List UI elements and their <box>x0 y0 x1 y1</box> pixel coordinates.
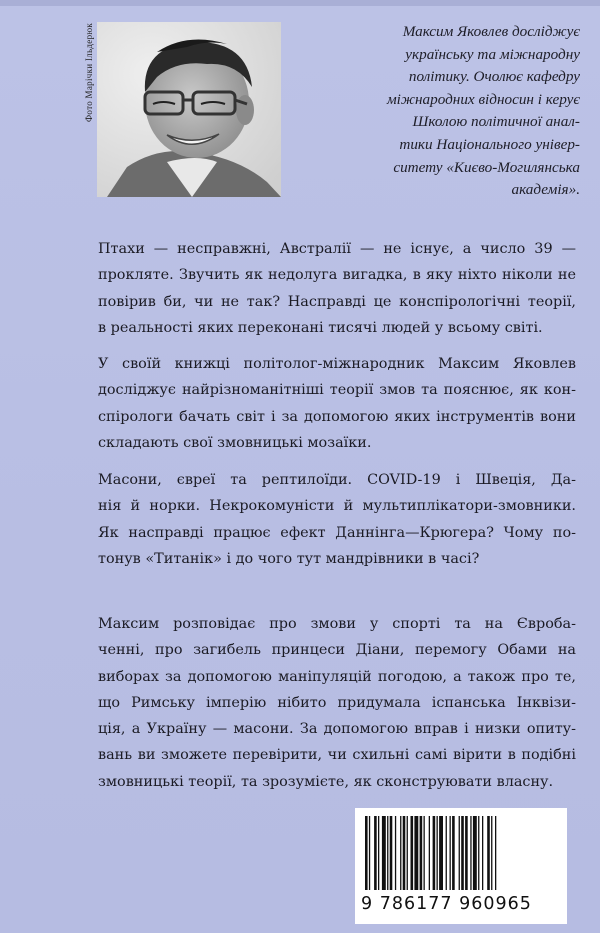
paragraph-intro <box>98 236 576 341</box>
barcode-bar <box>429 816 430 890</box>
barcode-bar <box>482 816 483 890</box>
barcode-bar <box>495 816 496 890</box>
photo-credit: Фото Марічки Ільдерюк <box>84 22 94 122</box>
barcode-bar <box>491 816 492 890</box>
paragraph-line: складають свої змовницькі мозаїки. <box>98 434 372 451</box>
barcode-bar <box>365 816 368 890</box>
isbn-number: 9 786177 960965 <box>361 894 532 914</box>
paragraph-details <box>98 611 576 795</box>
paragraph-line: Масони, євреї та рептилоїди. COVID-19 і Швеція, Да- <box>98 472 576 488</box>
barcode <box>355 808 567 924</box>
author-portrait-image <box>97 22 281 197</box>
barcode-bar <box>470 816 471 890</box>
bio-line: Школою політичної анал- <box>412 113 580 131</box>
top-edge <box>0 0 600 6</box>
barcode-bars <box>355 808 567 894</box>
bio-line: політику. Очолює кафедру <box>408 68 580 86</box>
bio-line: міжнародних відносин і керує <box>386 90 580 108</box>
barcode-bar <box>433 816 436 890</box>
paragraph-topics <box>98 467 576 572</box>
paragraph-line: Птахи — несправжні, Австралії — не існує, а число 39 — <box>98 241 576 257</box>
barcode-bar <box>403 816 406 890</box>
author-photo <box>97 22 281 197</box>
barcode-bar <box>465 816 468 890</box>
paragraph-line: спірологи бачать світ і за допомогою яких інструментів вони <box>98 408 576 425</box>
barcode-bar <box>400 816 401 890</box>
bio-line: академія». <box>511 181 580 199</box>
barcode-bar <box>437 816 438 890</box>
barcode-bar <box>439 816 443 890</box>
barcode-bar <box>461 816 464 890</box>
barcode-bar <box>414 816 418 890</box>
barcode-bar <box>390 816 393 890</box>
paragraph-line: нія й норки. Некрокомуністи й мультиплікатори-змовники. <box>98 498 576 515</box>
paragraph-line: Як насправді працює ефект Даннінга—Крюгера? Чому по- <box>98 524 576 541</box>
paragraph-line: прокляте. Звучить як недолуга вигадка, в яку ніхто ніколи не <box>98 267 576 284</box>
barcode-bar <box>473 816 477 890</box>
paragraph-line: тонув «Титанік» і до чого тут мандрівники в часі? <box>98 550 480 567</box>
paragraph-line: в реальності яких переконані тисячі людей у всьому світі. <box>98 319 543 336</box>
bio-line: Максим Яковлев досліджує <box>402 23 580 40</box>
paragraph-line: змовницькі теорії, та зрозумієте, як сконструювати власну. <box>98 773 554 790</box>
paragraph-line: Максим розповідає про змови у спорті та на Євроба- <box>98 616 576 632</box>
barcode-bar <box>411 816 414 890</box>
barcode-bar <box>407 816 408 890</box>
paragraph-line: У своїй книжці політолог-міжнародник Максим Яковлев <box>98 356 576 372</box>
paragraph-line: повірив би, чи не так? Насправді це конспірологічні теорії, <box>98 293 576 310</box>
paragraph-line: досліджує найрізноманітніші теорії змов та пояснює, як кон- <box>98 382 576 399</box>
author-bio <box>298 21 580 202</box>
barcode-bar <box>378 816 379 890</box>
paragraph-line: виборах за допомогою маніпуляцій погодою, а також про те, <box>98 668 576 685</box>
paragraph-line: ченні, про загибель принцеси Діани, перемогу Обами на <box>98 642 576 659</box>
barcode-bar <box>387 816 388 890</box>
barcode-bar <box>446 816 447 890</box>
barcode-bar <box>374 816 377 890</box>
barcode-bar <box>424 816 425 890</box>
barcode-bar <box>369 816 370 890</box>
paragraph-book <box>98 351 576 456</box>
paragraph-line: ція, а Україну — масони. За допомогою вправ і низки опиту- <box>98 721 576 738</box>
barcode-bar <box>450 816 451 890</box>
barcode-bar <box>478 816 479 890</box>
paragraph-line: що Римську імперію нібито придумала іспанська Інквізи- <box>98 694 576 711</box>
barcode-bar <box>395 816 396 890</box>
bio-line: тики Національного універ- <box>399 135 580 153</box>
bio-line: ситету «Києво-Могилянська <box>393 158 580 176</box>
barcode-bar <box>452 816 455 890</box>
barcode-bar <box>420 816 423 890</box>
barcode-bar <box>382 816 386 890</box>
barcode-bar <box>487 816 490 890</box>
barcode-bar <box>459 816 460 890</box>
paragraph-line: вань ви зможете перевірити, чи схильні самі вірити в подібні <box>98 747 576 764</box>
bio-line: українську та міжнародну <box>405 45 580 63</box>
